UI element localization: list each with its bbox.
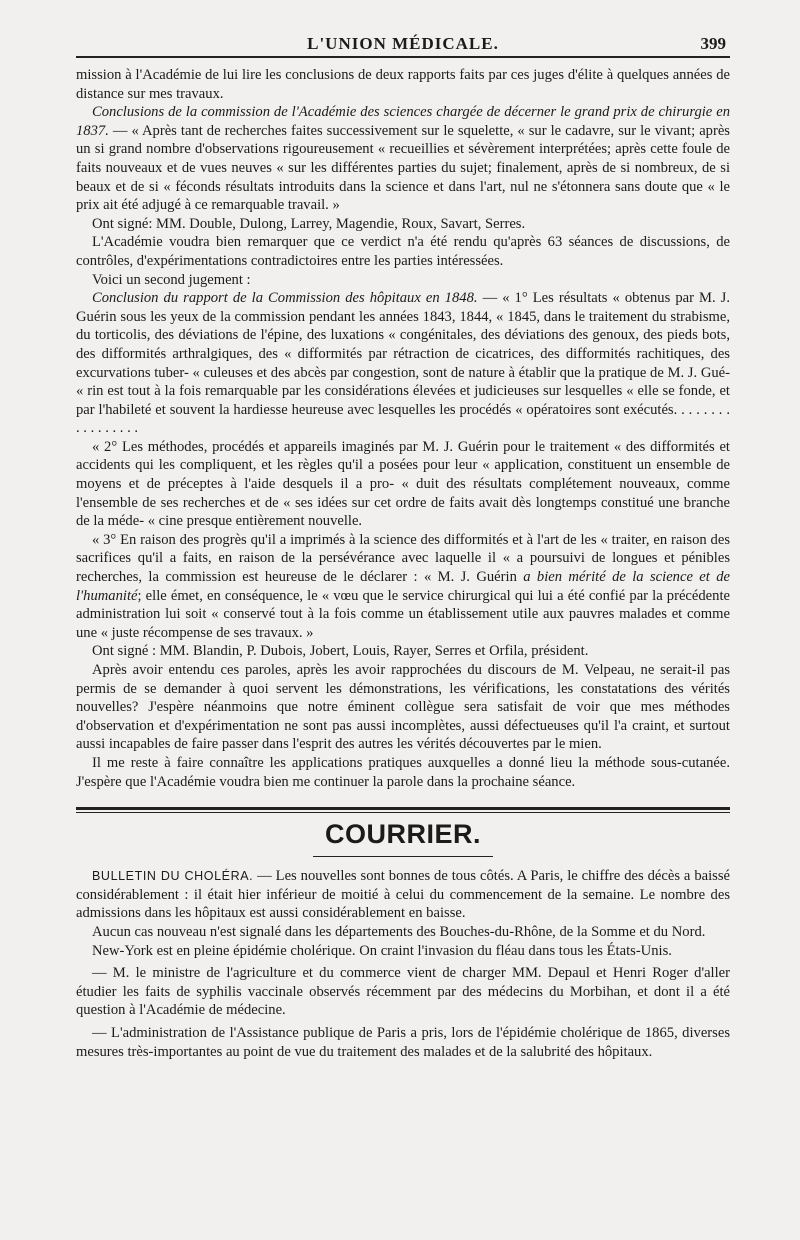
courrier-minister: — M. le ministre de l'agriculture et du commerce vient de charger MM. Depaul et Henri Roger d'aller étudier les faits de syphilis vaccinale observés récemment par des médecins du Morbihan, et dont il a été question à l'Académie de médecine. [76, 965, 730, 1019]
page-header [76, 30, 730, 58]
bulletin-label: BULLETIN DU CHOLÉRA. [92, 869, 254, 884]
signatories-1837: Ont signé: MM. Double, Dulong, Larrey, Magendie, Roux, Savart, Serres. [92, 215, 526, 232]
paragraph-conclusions-1837 [76, 103, 730, 215]
paragraph-second-judgment: Voici un second jugement : [92, 271, 251, 288]
paragraph-verdict: L'Académie voudra bien remarquer que ce verdict n'a été rendu qu'après 63 séances de discussions, de contrôles, d'expérimentations contradictoires entre les parties intéressées. [76, 234, 730, 269]
paragraph-methods: « 2° Les méthodes, procédés et appareils imaginés par M. J. Guérin pour le traitement « des difformités et accidents qui les compliquent, et les règles qu'il a posées pour leur « application, constituent un ensemble de moyens et de préceptes à l'aide desquels il a pro- « duit des résultats complétement nouveaux, comme l'ensemble de ses recherches et de « ses idées sur cet ordre de faits avait dès longtemps constitué une branche de la méde- « cine presque entièrement nouvelle. [76, 438, 730, 530]
paragraph-conclusion-1848 [76, 289, 730, 438]
courrier-assistance: — L'administration de l'Assistance publique de Paris a pris, lors de l'épidémie cholérique de 1865, diverses mesures très-importantes au point de vue du traitement des malades et de la salubrité des hôpitaux. [76, 1024, 730, 1060]
page-number: 399 [700, 34, 726, 53]
paragraph-velpeau: Après avoir entendu ces paroles, après les avoir rapprochées du discours de M. Velpeau, ne serait-il pas permis de se demander à quoi servent les démonstrations, les vérifications, les constatations des vérités nouvelles? J'espère néanmoins que notre éminent collègue sera satisfait de voir que mes méthodes d'observation et d'expérimentation ne sont pas aussi incomplètes, aussi défectueuses qu'il l'a craint, et surtout aussi incapables de faire passer dans l'esprit des autres les vérités découvertes par le mien. [76, 662, 730, 753]
paragraph-closing: Il me reste à faire connaître les applications pratiques auxquelles a donné lieu la méthode sous-cutanée. J'espère que l'Académie voudra bien me continuer la parole dans la prochaine séance. [76, 754, 730, 790]
progress-text-a: « 3° En raison des progrès qu'il a imprimés à la science des difformités et à l'art de les « traiter, en raison des sacrifices qu'il a faits, en raison de la persévérance avec laquelle il « a poursuivi de longues et pénibles recherches, la commission est heureuse de le déclarer : « M. J. Guérin [76, 531, 730, 586]
conclusion-1848-quote: — « 1° Les résultats « obtenus par M. J. Guérin sous les yeux de la commission pendant les années 1843, 1844, « 1845, dans le traitement du strabisme, du torticolis, des déviations de l'épine, des luxations « congénitales, des déviations des genoux, des pieds bots, des difformités arthralgiques, des « difformités par rétraction de cicatrices, des difformités rachitiques, des excurvations tuber- « culeuses et des abcès par congestion, sont de nature à établir que la pratique de M. J. Gué- « rin est tout à la fois remarquable par les considérations élevées et judicieuses sur lesquelles « elle se fonde, et par l'habileté et souvent la hardiesse heureuse avec lesquelles les procédés « opératoires sont exécutés. . . . . . . . . . . . . . . . . [76, 290, 730, 437]
section-divider [76, 807, 730, 813]
conclusion-1848-heading: Conclusion du rapport de la Commission des hôpitaux en 1848. [92, 290, 478, 307]
courrier-departments: Aucun cas nouveau n'est signalé dans les départements des Bouches-du-Rhône, de la Somme et du Nord. [92, 923, 706, 940]
courrier-title: COURRIER. [324, 819, 481, 850]
bulletin-cholera [76, 867, 730, 923]
running-head: L'UNION MÉDICALE. [307, 34, 499, 53]
courrier-new-york: New-York est en pleine épidémie cholérique. On craint l'invasion du fléau dans tous les États-Unis. [92, 942, 672, 959]
paragraph-progress [76, 531, 730, 643]
progress-text-b: ; elle émet, en conséquence, le « vœu que le service chirurgical qui lui a été confié par la précédente administration lui soit « conservé tout à la fois comme un établissement utile aux pauvres malades et comme une « juste récompense de ses travaux. » [76, 587, 730, 641]
courrier-body [76, 867, 730, 1061]
article-body [76, 66, 730, 791]
bulletin-text: — Les nouvelles sont bonnes de tous côtés. A Paris, le chiffre des décès a baissé considérablement : il était hier inférieur de moitié à celui du commencement de la semaine. Le nombre des admissions dans les hôpitaux est aussi considérablement en baisse. [76, 868, 730, 922]
title-underline [313, 856, 493, 857]
signatories-1848: Ont signé : MM. Blandin, P. Dubois, Jobert, Louis, Rayer, Serres et Orfila, président. [92, 643, 589, 660]
conclusions-1837-heading: Conclusions de la commission de l'Académie des sciences chargée de décerner le grand prix de chirurgie en 1837. [76, 104, 730, 139]
conclusions-1837-quote: — « Après tant de recherches faites successivement sur le squelette, « sur le cadavre, sur le vivant; après un si grand nombre d'observations rigoureusement « recueillies et sévèrement interprétées; après cette foule de faits nouveaux et de vues neuves « sur les différentes parties du sujet; finalement, après de si nombreux, de si beaux et de si « féconds résultats introduits dans la science et dans l'art, nul ne s'étonnera sans doute que « le prix ait été adjugé à ce remarquable travail. » [76, 122, 730, 214]
paragraph-mission: mission à l'Académie de lui lire les conclusions de deux rapports faits par ces juges d'élite à quelques années de distance sur mes travaux. [76, 67, 730, 102]
progress-italic: a bien mérité de la science et de l'humanité [76, 569, 730, 604]
